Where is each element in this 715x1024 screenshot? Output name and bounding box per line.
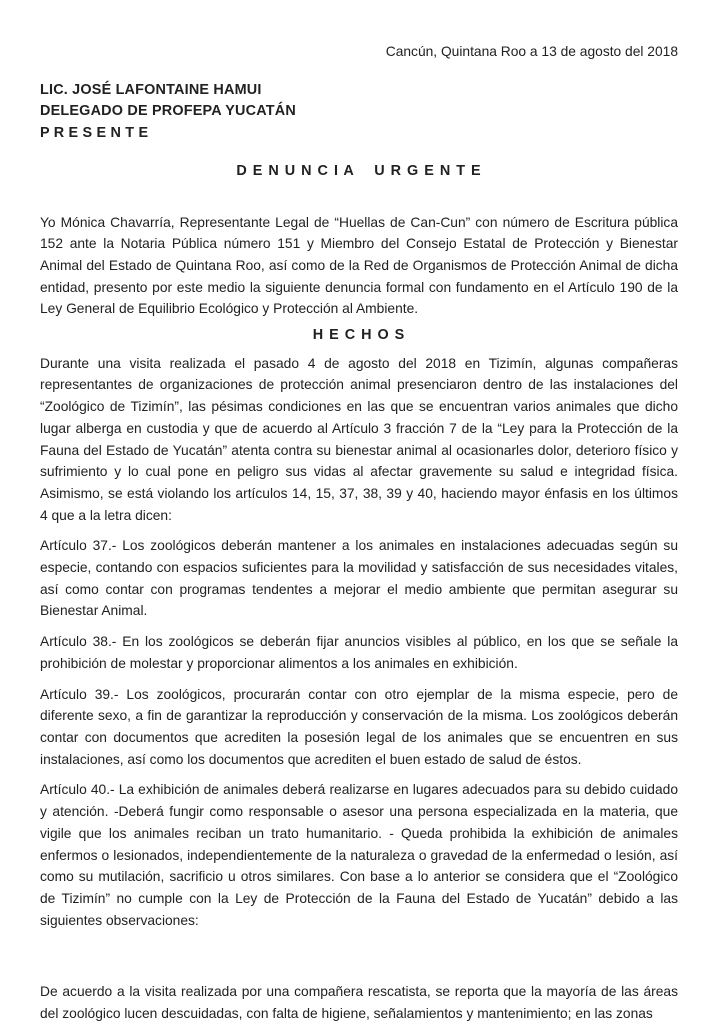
recipient-name: LIC. JOSÉ LAFONTAINE HAMUI xyxy=(40,81,262,98)
section-heading-hechos: H E C H O S xyxy=(312,327,406,344)
paragraph-articulo-38: Artículo 38.- En los zoológicos se deberán fijar anuncios visibles al público, en los que se señale la prohibición de molestar y proporcionar alimentos a los animales en exhibición. xyxy=(40,634,678,671)
paragraph-articulo-39: Artículo 39.- Los zoológicos, procurarán contar con otro ejemplar de la misma especie, pero de diferente sexo, a fin de garantizar la reproducción y conservación de la misma. Los zoológicos deberán contar con documentos que acrediten la posesión legal de los animales que se encuentren en sus instalaciones, así como los documentos que acrediten el buen estado de salud de éstos. xyxy=(40,686,678,767)
recipient-salutation: P R E S E N T E xyxy=(40,125,149,142)
paragraph-articulo-37: Artículo 37.- Los zoológicos deberán mantener a los animales en instalaciones adecuadas según su especie, contando con espacios suficientes para la movilidad y satisfacción de sus necesidades vitales, así como contar con programas tendentes a mejorar el medio ambiente que permitan asegurar su Bienestar Animal. xyxy=(40,538,678,619)
document-title: D E N U N C I A U R G E N T E xyxy=(236,162,482,179)
recipient-block xyxy=(40,80,678,145)
paragraph-visit-facts: Durante una visita realizada el pasado 4 de agosto del 2018 en Tizimín, algunas compañeras representantes de organizaciones de protección animal presenciaron dentro de las instalaciones del “Zoológico de Tizimín”, las pésimas condiciones en las que se encuentran varios animales que dicho lugar alberga en custodia y que de acuerdo al Artículo 3 fracción 7 de la “Ley para la Protección de la Fauna del Estado de Yucatán” atenta contra su bienestar animal al ocasionarles dolor, deterioro físico y sufrimiento y lo cual pone en peligro sus vidas al afectar gravemente su salud e integridad física. Asimismo, se está violando los artículos 14, 15, 37, 38, 39 y 40, haciendo mayor énfasis en los últimos 4 que a la letra dicen: xyxy=(40,355,678,523)
paragraph-articulo-40: Artículo 40.- La exhibición de animales deberá realizarse en lugares adecuados para su debido cuidado y atención. -Deberá fungir como responsable o asesor una persona especializada en la materia, que vigile que los animales reciban un trato humanitario. - Queda prohibida la exhibición de animales enfermos o lesionados, independientemente de la naturaleza o gravedad de la enfermedad o lesión, así como su mutilación, sacrificio u otros similares. Con base a lo anterior se considera que el “Zoológico de Tizimín” no cumple con la Ley de Protección de la Fauna del Estado de Yucatán” debido a las siguientes observaciones: xyxy=(40,782,678,928)
date-line: Cancún, Quintana Roo a 13 de agosto del 2018 xyxy=(385,44,678,59)
intro-paragraph: Yo Mónica Chavarría, Representante Legal de “Huellas de Can-Cun” con número de Escritura pública 152 ante la Notaria Pública número 151 y Miembro del Consejo Estatal de Protección y Bienestar Animal del Estado de Quintana Roo, así como de la Red de Organismos de Protección Animal de dicha entidad, presento por este medio la siguiente denuncia formal con fundamento en el Artículo 190 de la Ley General de Equilibrio Ecológico y Protección al Ambiente. xyxy=(40,214,678,317)
recipient-title: DELEGADO DE PROFEPA YUCATÁN xyxy=(40,103,296,120)
paragraph-observations: De acuerdo a la visita realizada por una compañera rescatista, se reporta que la mayoría de las áreas del zoológico lucen descuidadas, con falta de higiene, señalamientos y mantenimiento; en las zonas xyxy=(40,984,678,1022)
